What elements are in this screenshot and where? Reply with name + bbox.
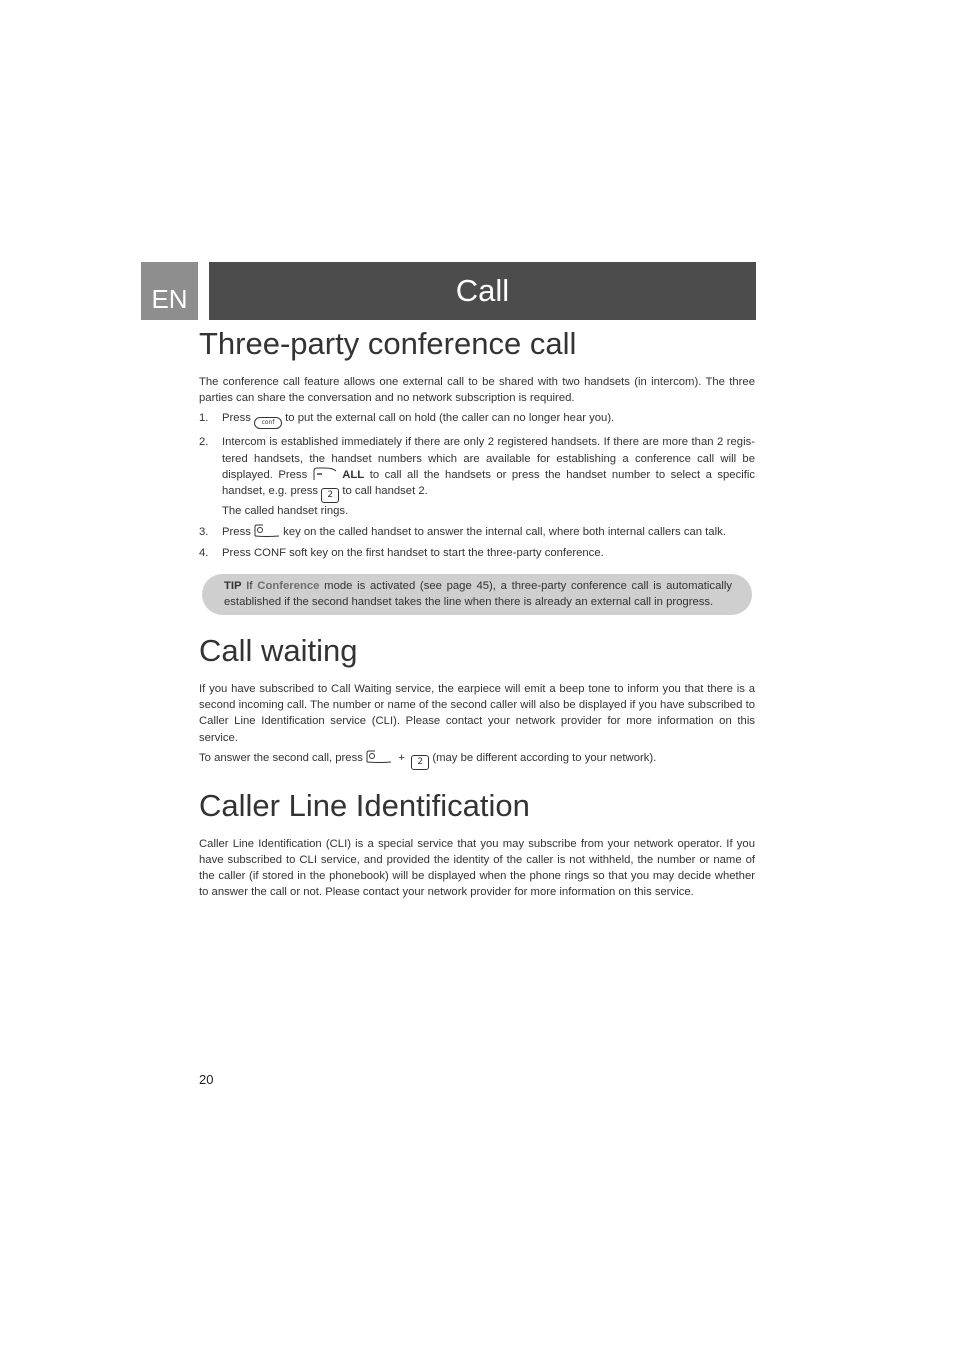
language-tab	[141, 262, 198, 320]
conference-intro: The conference call feature allows one external call to be shared with two handsets (in intercom). The three parties can share the conversation and no network subscription is required.	[199, 376, 755, 405]
page-number: 20	[199, 1072, 214, 1087]
talk-key-icon	[366, 750, 392, 764]
list-item: 2. Intercom is established immediately if there are only 2 registered handsets. If there are more than 2 regis-tered handsets, the handset numbers which are available for establishing a conference call will be displayed. Press ALL to call all the handsets or press the handset number to select a specific handset, e.g. press 2 to call handset 2. The called handset rings.	[199, 434, 755, 519]
menu-key-icon	[313, 467, 337, 481]
step-number: 1.	[199, 412, 209, 425]
page-content	[199, 324, 755, 901]
section-heading-conference: Three-party conference call	[199, 326, 577, 361]
chapter-title: Call	[455, 273, 510, 308]
cli-paragraph: Caller Line Identification (CLI) is a special service that you may subscribe from your network operator. If you have subscribed to CLI service, and provided the identity of the caller is not withheld, the number or name of the caller (if stored in the phonebook) will be displayed when the phone rings so that you may decide whether to answer the call or not. Please contact your network provider for more information on this service.	[199, 837, 755, 899]
step-number: 2.	[199, 436, 209, 449]
talk-key-icon	[254, 524, 280, 538]
conference-key-icon: conf	[254, 417, 282, 429]
call-waiting-instruction: To answer the second call, press + 2 (may be different according to your network).	[199, 750, 755, 770]
section-heading-cli: Caller Line Identification	[199, 787, 530, 823]
step-number: 3.	[199, 526, 209, 539]
conference-steps	[199, 410, 755, 561]
call-waiting-paragraph: If you have subscribed to Call Waiting service, the earpiece will emit a beep tone to inform you that there is a second incoming call. The number or name of the second caller will also be displayed if you have subscribed to Caller Line Identification service (CLI). Please contact your network provider for more information on this service.	[199, 683, 755, 744]
number-two-key-icon: 2	[411, 755, 429, 770]
language-label: EN	[151, 284, 188, 314]
number-two-key-icon: 2	[321, 488, 339, 503]
chapter-title-bar	[209, 262, 756, 320]
section-heading-call-waiting: Call waiting	[199, 633, 358, 669]
list-item: 3. Press key on the called handset to answer the internal call, where both internal callers can talk.	[199, 524, 755, 540]
list-item: 1. Press conf to put the external call on hold (the caller can no longer hear you).	[199, 410, 755, 429]
all-softkey-label: ALL	[342, 468, 365, 481]
tip-label: TIP	[224, 579, 242, 592]
tip-box: TIP If Conference mode is activated (see page 45), a three-party conference call is automatically established if the second handset takes the line when there is already an external call in progress.	[202, 574, 752, 615]
list-item: 4. Press CONF soft key on the first handset to start the three-party conference.	[199, 545, 755, 561]
step-number: 4.	[199, 547, 209, 560]
conference-mode-label: Conference	[257, 579, 320, 592]
